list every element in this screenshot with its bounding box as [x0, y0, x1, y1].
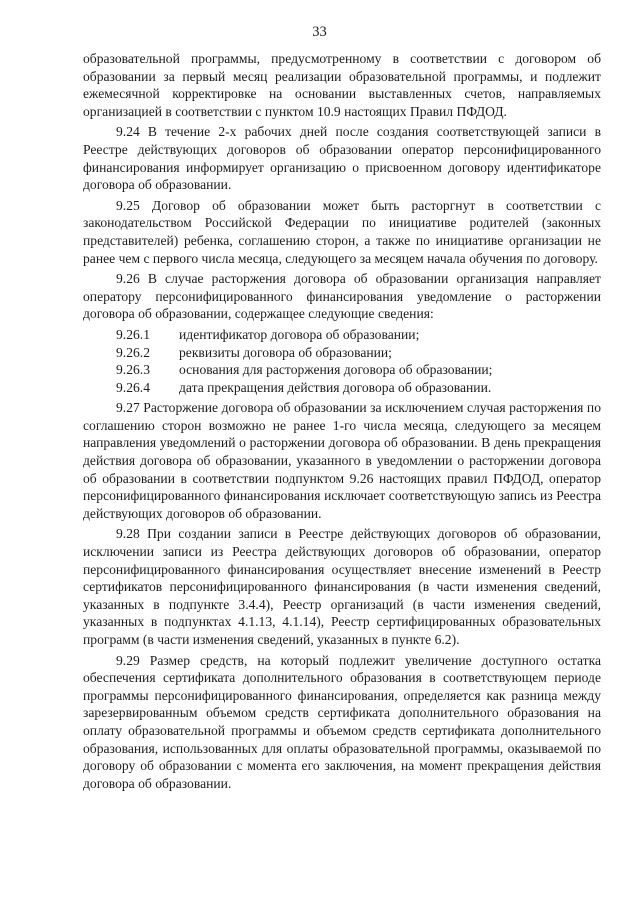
page-number: 33	[312, 24, 327, 40]
paragraph-9-24: 9.24 В течение 2-х рабочих дней после создания соответствующей записи в Реестре действующих договоров об образовании оператор персонифицированного финансирования информирует организацию о присвоенном договору идентификаторе договора об образовании.	[83, 124, 601, 193]
list-item-number: 9.26.1	[116, 326, 150, 342]
list-item-number: 9.26.2	[116, 344, 150, 360]
paragraph-9-27: 9.27 Расторжение договора об образовании за исключением случая расторжения по соглашению сторон возможно не ранее 1-го числа месяца, следующего за месяцем направления уведомлений о расторжении договора об образовании. В день прекращения действия договора об образовании, указанного в уведомлении о расторжении договора об образовании в соответствии подпунктом 9.26 настоящих правил ПФДОД, оператор персонифицированного финансирования исключает соответствующую запись из Реестра действующих договоров об образовании.	[83, 400, 601, 521]
list-item-text: идентификатор договора об образовании;	[179, 326, 420, 342]
list-item	[83, 379, 601, 397]
list-item	[83, 326, 601, 344]
list-item-text: реквизиты договора об образовании;	[179, 344, 392, 360]
list-item-text: дата прекращения действия договора об образовании.	[179, 379, 492, 395]
list-item-text: основания для расторжения договора об образовании;	[179, 362, 493, 378]
paragraph-9-26: 9.26 В случае расторжения договора об образовании организация направляет оператору персонифицированного финансирования уведомление о расторжении договора об образовании, содержащее следующие сведения:	[83, 271, 601, 322]
list-item-number: 9.26.3	[116, 362, 150, 378]
list-item	[83, 344, 601, 362]
paragraph-9-28: 9.28 При создании записи в Реестре действующих договоров об образовании, исключении записи из Реестра действующих договоров об образовании, оператор персонифицированного финансирования осуществляет внесение изменений в Реестр сертификатов персонифицированного финансирования (в части изменения сведений, указанных в подпункте 3.4.4), Реестр организаций (в части изменения сведений, указанных в подпунктах 4.1.13, 4.1.14), Реестр сертифицированных образовательных программ (в части изменения сведений, указанных в пункте 6.2).	[83, 526, 601, 647]
paragraph-9-25: 9.25 Договор об образовании может быть расторгнут в соответствии с законодательством Российской Федерации по инициативе родителей (законных представителей) ребенка, соглашению сторон, а также по инициативе организации не ранее чем с первого числа месяца, следующего за месяцем начала обучения по договору.	[83, 197, 601, 266]
list-item	[83, 361, 601, 379]
paragraph-continuation: образовательной программы, предусмотренному в соответствии с договором об образовании за первый месяц реализации образовательной программы, и подлежит ежемесячной корректировке на основании выставленных счетов, направляемых организацией в соответствии с пунктом 10.9 настоящих Правил ПФДОД.	[83, 51, 601, 119]
list-item-number: 9.26.4	[116, 379, 150, 395]
document-body	[83, 50, 601, 795]
subitem-list	[83, 326, 601, 396]
paragraph-9-29: 9.29 Размер средств, на который подлежит увеличение доступного остатка обеспечения сертификата дополнительного образования в соответствующем периоде программы персонифицированного финансирования, определяется как разница между зарезервированным объемом средств сертификата дополнительного образования на оплату образовательной программы и объемом средств сертификата дополнительного образования, использованных для оплаты образовательной программы, оказываемой по договору об образовании с момента его заключения, на момент прекращения действия договора об образовании.	[83, 652, 601, 791]
